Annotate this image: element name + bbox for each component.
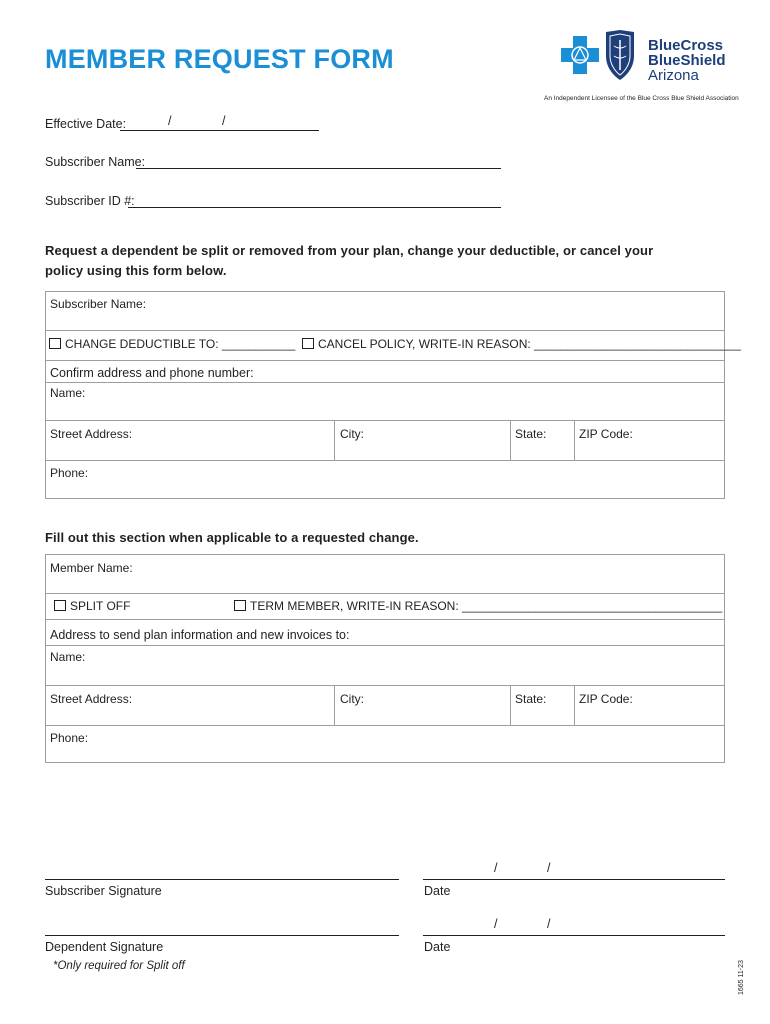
s1-city-label: City:: [340, 427, 364, 441]
term-member-option[interactable]: [234, 599, 722, 613]
s2-street-label: Street Address:: [50, 692, 133, 706]
s1-zip-label: ZIP Code:: [579, 427, 633, 441]
cancel-policy-option[interactable]: [302, 337, 741, 351]
s2-phone-label: Phone:: [50, 731, 89, 745]
s2-state-label: State:: [515, 692, 547, 706]
dependent-date-field[interactable]: [423, 935, 725, 936]
logo-wordmark: [648, 38, 726, 83]
s2-name-label: Name:: [50, 650, 86, 664]
licensee-text: An Independent Licensee of the Blue Cross Blue Shield Association: [544, 95, 739, 102]
effective-date-field[interactable]: [120, 130, 319, 131]
divider: [574, 686, 575, 725]
dependent-signature-field[interactable]: [45, 935, 399, 936]
blue-shield-icon: [606, 30, 634, 80]
subscriber-id-label: Subscriber ID #:: [45, 194, 135, 208]
member-name-label: Member Name:: [50, 561, 133, 575]
split-off-label: SPLIT OFF: [70, 599, 131, 613]
section1-heading-line1: Request a dependent be split or removed from your plan, change your deductible, or cancel your: [45, 243, 654, 258]
s1-name-row[interactable]: [46, 382, 724, 420]
s2-name-row[interactable]: [46, 645, 724, 685]
section2-heading: Fill out this section when applicable to a requested change.: [45, 530, 419, 545]
effective-date-label: Effective Date:: [45, 117, 127, 131]
date-separator: /: [494, 861, 498, 875]
blue-cross-icon: [561, 36, 599, 74]
confirm-address-label: Confirm address and phone number:: [50, 366, 254, 380]
section2-form-box: [45, 554, 725, 763]
section1-form-box: [45, 291, 741, 499]
date-separator: /: [494, 917, 498, 931]
s2-address-row: [46, 685, 724, 725]
s2-options-row: [46, 593, 724, 619]
date-separator: /: [547, 861, 551, 875]
s1-phone-label: Phone:: [50, 466, 89, 480]
subscriber-name-label: Subscriber Name:: [45, 155, 146, 169]
section1-heading: [45, 241, 653, 281]
cancel-policy-checkbox[interactable]: [302, 338, 314, 349]
address-send-label: Address to send plan information and new invoices to:: [50, 628, 350, 642]
s1-confirm-row: [46, 360, 724, 382]
s1-subscriber-name-label: Subscriber Name:: [50, 297, 147, 311]
divider: [334, 421, 335, 460]
s1-options-row: [46, 330, 741, 360]
logo-line3: Arizona: [648, 67, 699, 84]
subscriber-name-field[interactable]: [136, 168, 501, 169]
s1-street-label: Street Address:: [50, 427, 133, 441]
s2-address-send-row: [46, 619, 724, 645]
page-title: MEMBER REQUEST FORM: [45, 44, 394, 74]
change-deductible-option[interactable]: [49, 337, 295, 351]
change-deductible-checkbox[interactable]: [49, 338, 61, 349]
s2-zip-label: ZIP Code:: [579, 692, 633, 706]
date-separator: /: [547, 917, 551, 931]
date-separator: /: [222, 114, 226, 128]
s2-phone-row[interactable]: [46, 725, 724, 763]
divider: [510, 421, 511, 460]
split-off-checkbox[interactable]: [54, 600, 66, 611]
subscriber-date-label: Date: [424, 884, 451, 898]
split-off-note: *Only required for Split off: [53, 960, 185, 972]
divider: [510, 686, 511, 725]
s1-name-label: Name:: [50, 386, 86, 400]
term-member-label: TERM MEMBER, WRITE-IN REASON: _______________________________________: [250, 599, 723, 613]
logo-line2: BlueShield: [648, 52, 726, 69]
subscriber-id-field[interactable]: [128, 207, 501, 208]
s1-state-label: State:: [515, 427, 547, 441]
subscriber-date-field[interactable]: [423, 879, 725, 880]
term-member-checkbox[interactable]: [234, 600, 246, 611]
s1-phone-row[interactable]: [46, 460, 724, 499]
change-deductible-label: CHANGE DEDUCTIBLE TO: ___________: [65, 337, 296, 351]
split-off-option[interactable]: [54, 599, 130, 613]
dependent-signature-label: Dependent Signature: [45, 940, 164, 954]
subscriber-signature-label: Subscriber Signature: [45, 884, 162, 898]
date-separator: /: [168, 114, 172, 128]
s2-city-label: City:: [340, 692, 364, 706]
section1-heading-line2: policy using this form below.: [45, 263, 227, 278]
form-code: 1665 11-23: [738, 960, 745, 995]
divider: [574, 421, 575, 460]
logo-line1: BlueCross: [648, 37, 724, 54]
s1-address-row: [46, 420, 724, 460]
divider: [334, 686, 335, 725]
cancel-policy-label: CANCEL POLICY, WRITE-IN REASON: _______________________________: [318, 337, 741, 351]
dependent-date-label: Date: [424, 940, 451, 954]
subscriber-signature-field[interactable]: [45, 879, 399, 880]
